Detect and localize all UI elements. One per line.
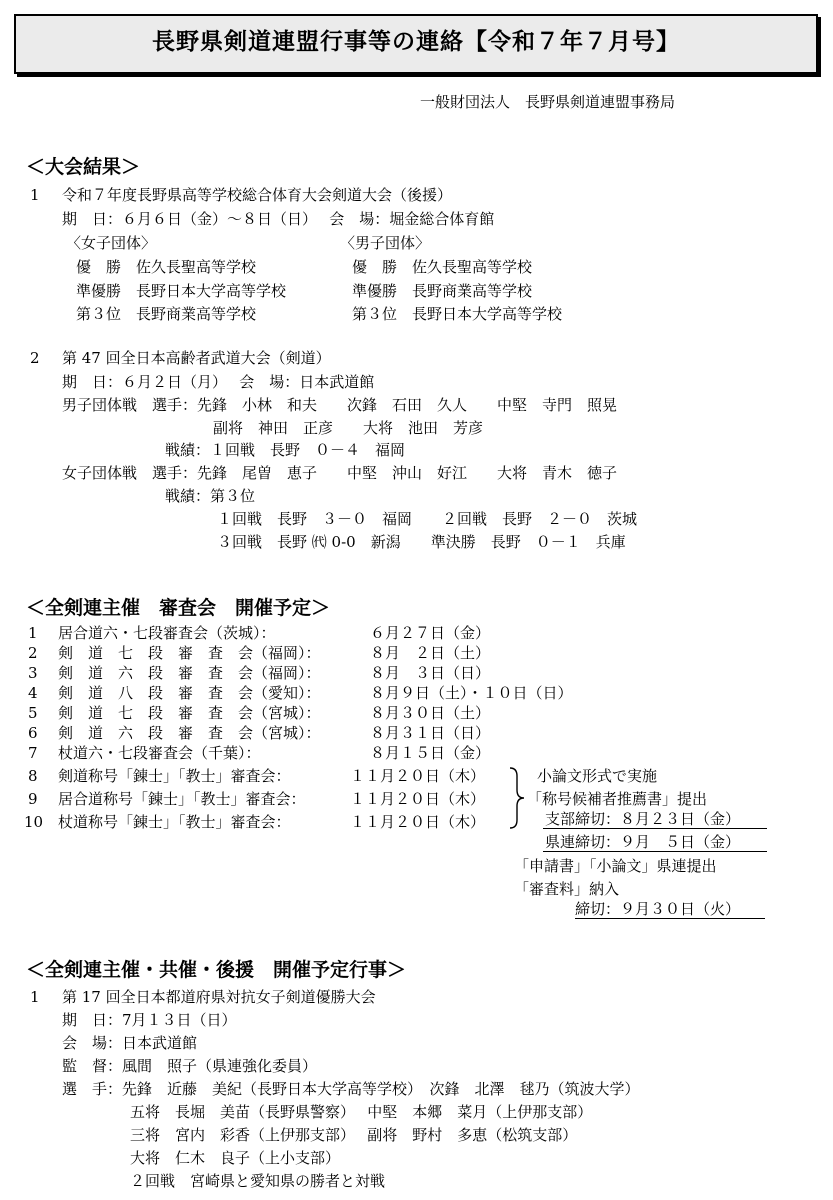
exam-name: 剣道称号「錬士」「教士」審査会： [58,767,291,785]
exam-date: ８月３１日（日） [370,724,491,742]
result-line: 第３位 長野日本大学高等学校 [352,305,563,323]
exam-number: 10 [24,813,44,831]
page-title: 長野県剣道連盟行事等の連絡【令和７年７月号】 [152,28,680,55]
event-period: 期 日：６月６日（金）～８日（日） 会 場：堀金総合体育館 [62,210,495,228]
exam-name: 杖道称号「錬士」「教士」審査会： [58,813,291,831]
branch-deadline: 支部締切：８月２３日（金） [543,812,767,829]
result-line: 副将 神田 正彦 大将 池田 芳彦 [213,419,484,437]
player-line: 大将 仁木 良子（上小支部） [130,1149,341,1167]
exam-note: 「称号候補者推薦書」提出 [527,790,708,808]
exam-date: １１月２０日（木） [350,767,486,785]
result-line: 準優勝 長野日本大学高等学校 [76,282,287,300]
result-line: ３回戦 長野 ㈹ 0-0 新潟 準決勝 長野 ０－１ 兵庫 [217,533,626,551]
player-line: 五将 長堀 美苗（長野県警察） 中堅 本郷 菜月（上伊那支部） [130,1103,593,1121]
event-venue: 会 場：日本武道館 [62,1034,198,1052]
item-number: 2 [30,349,40,367]
exam-number: 8 [28,767,38,785]
curly-brace-icon [506,766,528,830]
exam-number: 2 [28,644,38,662]
event-manager: 監 督：風間 照子（県連強化委員） [62,1057,318,1075]
item-number: 1 [30,988,40,1006]
exam-name: 剣 道 六 段 審 査 会（福岡）： [58,664,321,682]
exam-date: １１月２０日（木） [350,790,486,808]
event-period: 期 日：６月２日（月） 会 場：日本武道館 [62,373,375,391]
exam-note: 小論文形式で実施 [537,767,658,785]
event-title: 第 47 回全日本高齢者武道大会（剣道） [62,349,331,367]
exam-name: 居合道称号「錬士」「教士」審査会： [58,790,306,808]
exam-date: ８月９日（土）・１０日（日） [370,684,573,702]
event-period: 期 日：7月１３日（日） [62,1011,237,1029]
exam-number: 9 [28,790,38,808]
exam-name: 剣 道 七 段 審 査 会（福岡）： [58,644,321,662]
result-line: 準優勝 長野商業高等学校 [352,282,533,300]
girls-team-label: 〈女子団体〉 [66,234,157,252]
exam-number: 3 [28,664,38,682]
exam-date: ８月 ２日（土） [370,644,491,662]
section-heading-results: ＜大会結果＞ [26,156,141,178]
result-line: 戦績：１回戦 長野 ０－４ 福岡 [165,441,406,459]
exam-number: 6 [28,724,38,742]
result-line: 戦績：第３位 [165,487,256,505]
final-deadline: 締切：９月３０日（火） [575,902,765,919]
exam-date: ８月３０日（土） [370,704,491,722]
result-line: 優 勝 佐久長聖高等学校 [76,258,257,276]
player-line: 選 手：先鋒 近藤 美紀（長野日本大学高等学校） 次鋒 北澤 毬乃（筑波大学） [62,1080,640,1098]
event-title: 第 17 回全日本都道府県対抗女子剣道優勝大会 [62,988,376,1006]
exam-date: ８月１５日（金） [370,744,491,762]
boys-team-label: 〈男子団体〉 [340,234,431,252]
exam-note: 「申請書」「小論文」県連提出 [514,857,717,875]
exam-number: 5 [28,704,38,722]
exam-date: ６月２７日（金） [370,624,491,642]
prefecture-deadline: 県連締切：９月 ５日（金） [543,835,767,852]
result-line: 男子団体戦 選手：先鋒 小林 和夫 次鋒 石田 久人 中堅 寺門 照晃 [62,396,618,414]
result-line: 女子団体戦 選手：先鋒 尾曽 恵子 中堅 沖山 好江 大将 青木 徳子 [62,464,618,482]
result-line: １回戦 長野 ３－０ 福岡 ２回戦 長野 ２－０ 茨城 [217,510,638,528]
result-line: 優 勝 佐久長聖高等学校 [352,258,533,276]
item-number: 1 [30,186,40,204]
section-heading-events: ＜全剣連主催・共催・後援 開催予定行事＞ [26,959,407,981]
title-box [14,14,818,74]
exam-name: 杖道六・七段審査会（千葉）： [58,744,261,762]
exam-number: 1 [28,624,38,642]
section-heading-exams: ＜全剣連主催 審査会 開催予定＞ [26,597,331,619]
exam-name: 剣 道 八 段 審 査 会（愛知）： [58,684,321,702]
exam-note: 「審査料」納入 [514,880,620,898]
exam-date: ８月 ３日（日） [370,664,491,682]
exam-number: 7 [28,744,38,762]
exam-date: １１月２０日（木） [350,813,486,831]
exam-number: 4 [28,684,38,702]
player-line: 三将 宮内 彩香（上伊那支部） 副将 野村 多恵（松筑支部） [130,1126,578,1144]
result-line: 第３位 長野商業高等学校 [76,305,257,323]
exam-name: 剣 道 七 段 審 査 会（宮城）： [58,704,321,722]
match-note: ２回戦 宮崎県と愛知県の勝者と対戦 [130,1172,386,1190]
event-title: 令和７年度長野県高等学校総合体育大会剣道大会（後援） [62,186,453,204]
exam-name: 剣 道 六 段 審 査 会（宮城）： [58,724,321,742]
issuer: 一般財団法人 長野県剣道連盟事務局 [420,93,676,111]
exam-name: 居合道六・七段審査会（茨城）： [58,624,276,642]
